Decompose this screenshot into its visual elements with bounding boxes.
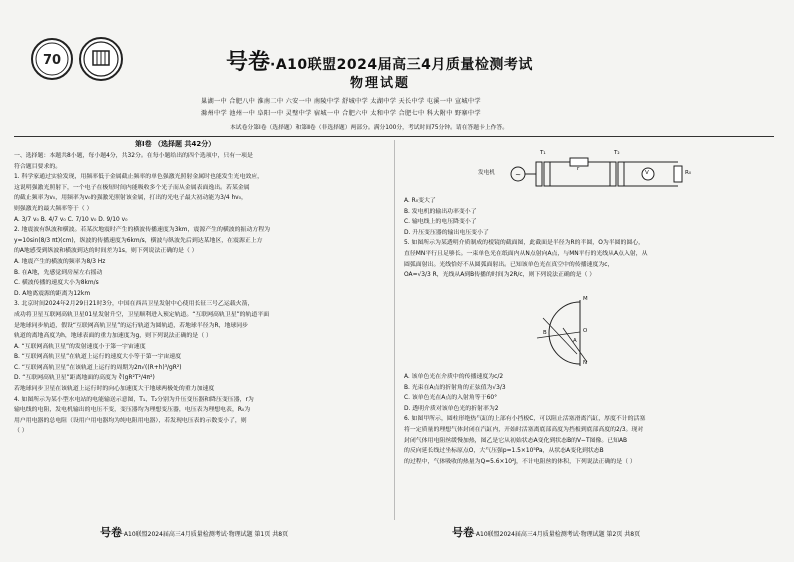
text-line: 4. 如图所示为某小型水电站的电能输送示意图，T₁、T₂分别为升压变压器和降压变压器，r为 bbox=[14, 396, 254, 403]
text-line: 2. 地震波有纵波和横波。若某次地震时产生的横波传播速度为3km，震源产生的横波的振动方程为 bbox=[14, 227, 271, 234]
text-line: B. 发电机的输出功率变小了 bbox=[404, 208, 477, 215]
school-seal-right-icon bbox=[79, 37, 123, 81]
t2-label: T₂ bbox=[614, 150, 620, 156]
column-divider bbox=[394, 140, 395, 520]
text-line: OA=√3/3 R，光线从A到B传播的时间为2R/c，则下列说法正确的是（ ） bbox=[404, 272, 596, 279]
text-line: A. 地震产生的横波的频率为8/3 Hz bbox=[14, 258, 106, 265]
subject-title: 物理试题 bbox=[350, 76, 411, 91]
text-line: B. 在A地，先感觉到房屋左右摇动 bbox=[14, 269, 103, 276]
exam-note: 本试卷分第Ⅰ卷（选择题）和第Ⅱ卷（非选择题）两部分。满分100分，考试时间75分钟。请在答题卡上作答。 bbox=[230, 125, 509, 131]
right-column-bottom bbox=[404, 372, 784, 520]
text-line: y=10sin(8/3 πt)(cm)，纵波的传播速度为6km/s，横波与纵波先后到达某地区，在震源正上方 bbox=[14, 237, 263, 244]
text-line: 轨道的离地高度为h，地球表面的重力加速度为g，则下列说法正确的是（ ） bbox=[14, 333, 212, 340]
o-label: O bbox=[583, 328, 588, 334]
school-seal-left-icon bbox=[31, 38, 73, 80]
text-line: 符合题目要求的。 bbox=[14, 163, 62, 170]
text-line: （ ） bbox=[14, 428, 28, 435]
right-column-top bbox=[404, 196, 784, 292]
svg-text:~: ~ bbox=[515, 171, 521, 179]
text-line: B. “互联网高轨卫星”在轨道上运行的速度大小等于第一宇宙速度 bbox=[14, 354, 182, 361]
text-line: C. 横波传播的速度大小为8km/s bbox=[14, 280, 99, 287]
text-line: D. 升压变压器的输出电压变小了 bbox=[404, 229, 489, 236]
text-line: A. 3/7 v₀ B. 4/7 v₀ C. 7/10 v₀ D. 9/10 v₀ bbox=[14, 216, 128, 223]
a-label: A bbox=[573, 338, 577, 344]
footer-left bbox=[100, 524, 288, 540]
m-label: M bbox=[583, 296, 588, 302]
text-line: 则强激光的最大频率等于（ ） bbox=[14, 205, 93, 212]
text-line: 的过程中，气体吸收的热量为Q=5.6×10²J，不计电阻丝的体积，下列说法正确的是（ ） bbox=[404, 458, 636, 465]
svg-text:70: 70 bbox=[42, 53, 62, 68]
section-title: 第Ⅰ卷 （选择题 共42分） bbox=[135, 140, 216, 148]
footer-left-mark: 号卷 bbox=[100, 526, 122, 539]
footer-left-text: ·A10联盟2024届高三4月质量检测考试·物理试题 第1页 共8页 bbox=[122, 531, 289, 538]
text-line: C. 输电线上的电压降变小了 bbox=[404, 219, 477, 226]
text-line: 1. 科学家通过实验发现，用频率低于金属截止频率的单色强激光照射金属时也能发生光电效应， bbox=[14, 174, 264, 181]
text-line: 6. 如图甲所示，圆柱形绝热气缸的上部有小挡板C，可以阻止活塞滑离汽缸，厚度不计的活塞 bbox=[404, 416, 646, 423]
brand-mark: 号卷 bbox=[226, 50, 271, 75]
text-line: 用户用电器的总电阻（设用户用电器均为纯电阻用电器），若发现电压表的示数变小了，则 bbox=[14, 417, 247, 424]
power-transmission-diagram bbox=[478, 150, 698, 198]
left-column bbox=[14, 151, 386, 521]
text-line: C. “互联网高轨卫星”在该轨道上运行的周期为2π√((R+h)³/gR²) bbox=[14, 364, 182, 371]
text-line: D. “互联网高轨卫星”距离地面的高度为 ∛(gR²T²/4π²) bbox=[14, 375, 155, 382]
r-label: r bbox=[577, 166, 580, 172]
text-line: 成功将卫星互联网高轨卫星01星发射升空，卫星顺利进入预定轨道。“互联网高轨卫星”的轨道平面 bbox=[14, 311, 270, 318]
schools-line-1: 巢湖一中 合肥八中 淮南二中 六安一中 南陵中学 舒城中学 太湖中学 天长中学 屯溪一中 宣城中学 bbox=[201, 98, 481, 105]
text-line: D. 透明介质对该单色光的折射率为2 bbox=[404, 405, 499, 412]
text-line: 封闭气体用电阻丝缓慢加热，图乙是它从初始状态A变化到状态B的V−T图像。已知AB bbox=[404, 437, 628, 444]
text-line: B. 光束在A点的折射角的正弦值为√3/3 bbox=[404, 384, 506, 391]
text-line: A. “互联网高轨卫星”的发射速度小于第一宇宙速度 bbox=[14, 343, 146, 350]
text-line: C. 该单色光在A点的入射角等于60° bbox=[404, 395, 498, 402]
text-line: 3. 北京时间2024年2月29日21时3分，中国在西昌卫星发射中心使用长征三号乙运载火箭， bbox=[14, 301, 254, 308]
text-line: 是地球同步轨道，假设“互联网高轨卫星”的运行轨道为圆轨道，若地球半径为R，地球同步 bbox=[14, 322, 249, 329]
text-line: 5. 如图所示为某透明介质制成的棱镜的截面图，此截面是半径为R的半圆，O为半圆的圆心， bbox=[404, 240, 645, 247]
generator-label: 发电机 bbox=[478, 170, 495, 176]
text-line: A. 该单色光在介质中的传播速度为c/2 bbox=[404, 374, 504, 380]
footer-right bbox=[452, 524, 640, 540]
schools-line-2: 滁州中学 池州一中 阜阳一中 灵璧中学 宿城一中 合肥六中 太和中学 合肥七中 科大附中 野寨中学 bbox=[201, 110, 481, 117]
text-line: 输电线的电阻，发电机输出的电压不变，变压器均为理想变压器，电压表为理想电表，R₀为 bbox=[14, 407, 251, 414]
text-line: 的反向延长线过坐标原点O，大气压强p=1.5×10⁵Pa，从状态A变化到状态B bbox=[404, 448, 604, 455]
text-line: 直径MN平行且足够长。一束单色光在纸面内从N点射向A点，与MN平行的光线从A点入射，从 bbox=[404, 250, 648, 257]
text-line: A. R₀变大了 bbox=[404, 198, 436, 204]
footer-right-mark: 号卷 bbox=[452, 526, 474, 539]
text-line: 若地球同步卫星在该轨道上运行时的向心加速度大于地球两极处的重力加速度 bbox=[14, 386, 215, 393]
voltmeter-label: V bbox=[645, 170, 649, 176]
text-line: 一、选择题：本题共8小题，每小题4分，共32分。在每小题给出的四个选项中，只有一项是 bbox=[14, 153, 253, 159]
b-label: B bbox=[543, 330, 547, 336]
t1-label: T₁ bbox=[540, 150, 546, 156]
text-line: D. A地离震源的距离为12km bbox=[14, 290, 91, 297]
r0-label: R₀ bbox=[685, 170, 692, 176]
footer-right-text: ·A10联盟2024届高三4月质量检测考试·物理试题 第2页 共8页 bbox=[474, 531, 641, 538]
text-line: 的截止频率为v₀，用频率为v₀的强激光照射该金属，打出的光电子最大初动能为3/4 hv₀， bbox=[14, 195, 247, 202]
text-line: 将一定质量的理想气体封闭在汽缸内，开始时活塞离底部高度为挡板到底部高度的2/3。现对 bbox=[404, 426, 644, 433]
text-line: 的A地感受到纵波和横波到达的时间差为1s，则下列说法正确的是（ ） bbox=[14, 248, 198, 255]
text-line: 这说明强激光照射下，一个电子在极短时间内能吸收多个光子而从金属表面逸出。若某金属 bbox=[14, 184, 250, 191]
n-label: N bbox=[583, 360, 588, 366]
header-divider bbox=[14, 136, 774, 137]
semicircle-prism-diagram bbox=[535, 298, 615, 368]
title-text: ·A10联盟2024届高三4月质量检测考试 bbox=[270, 57, 533, 73]
text-line: 圆弧面射出。光线恰好不从圆弧面射出。已知该单色光在真空中的传播速度为c， bbox=[404, 261, 614, 268]
